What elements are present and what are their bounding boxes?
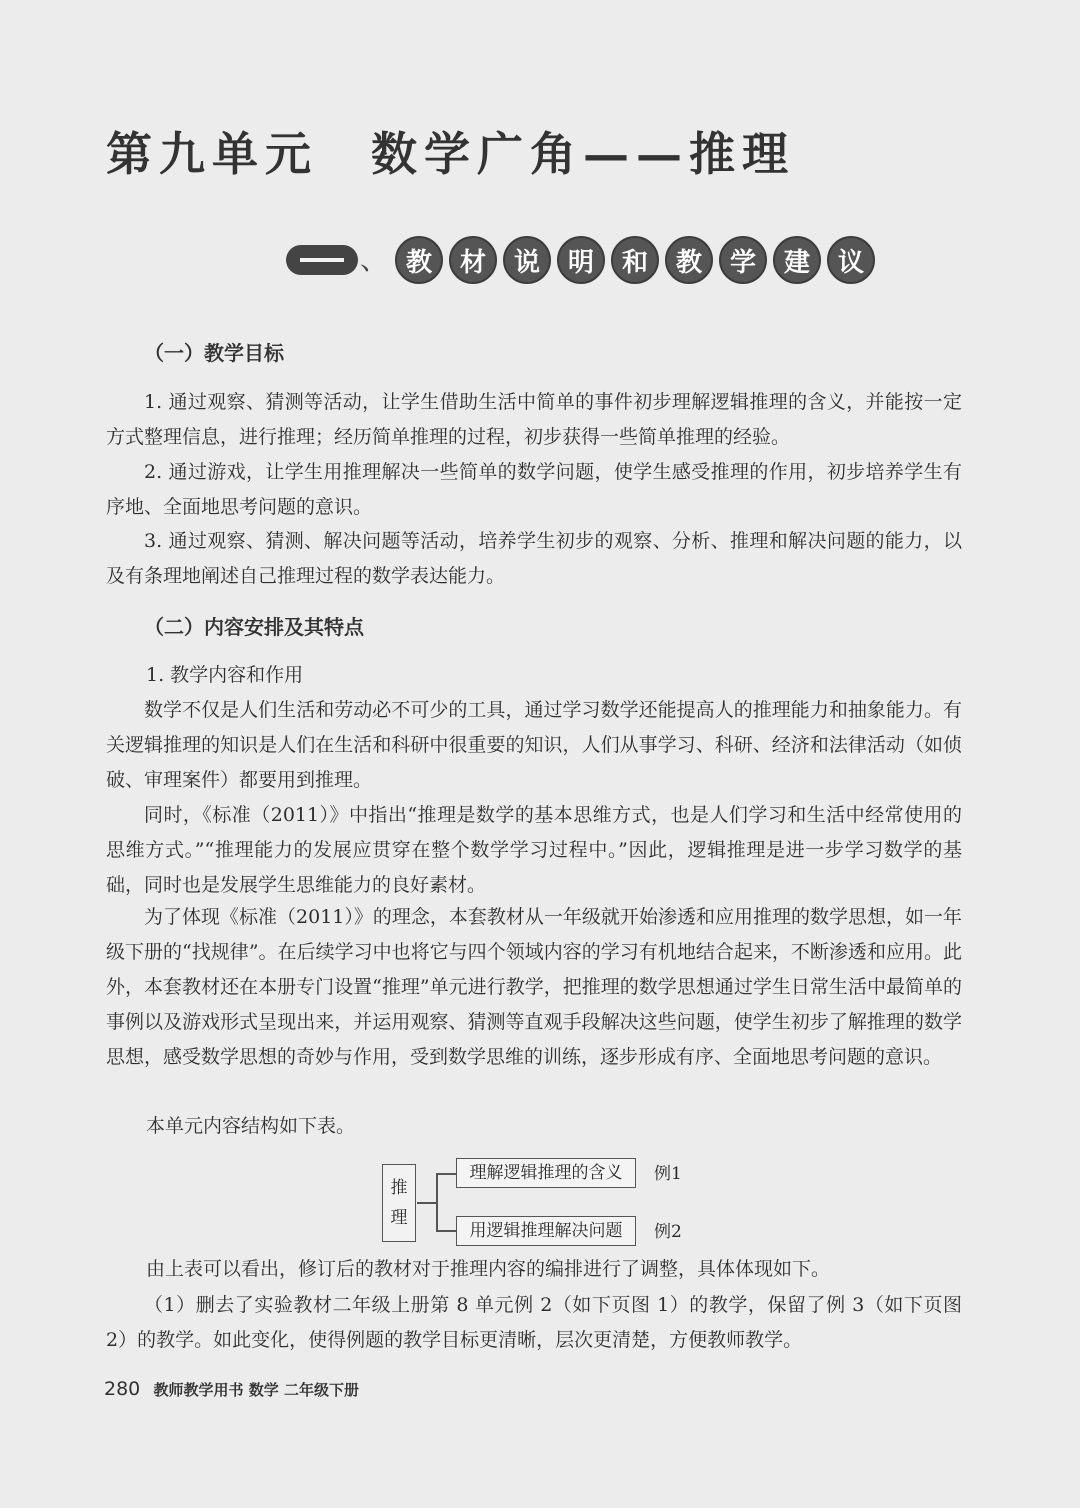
diagram-root-box xyxy=(382,1164,416,1242)
banner-char: 建 xyxy=(773,236,821,284)
paragraph-1: 数学不仅是人们生活和劳动必不可少的工具，通过学习数学还能提高人的推理能力和抽象能力。有关逻辑推理的知识是人们在生活和科研中很重要的知识，人们从事学习、科研、经济和法律活动（如侦破、审理案件）都要用到推理。 xyxy=(106,699,962,791)
chapter-title: 第九单元 数学广角——推理 xyxy=(106,127,795,181)
banner-char: 教 xyxy=(665,236,713,284)
diagram-connector xyxy=(436,1173,438,1231)
banner-char: 材 xyxy=(449,236,497,284)
banner-char: 教 xyxy=(395,236,443,284)
after-table-text: 由上表可以看出，修订后的教材对于推理内容的编排进行了调整，具体体现如下。 xyxy=(146,1258,831,1280)
sub-heading: 1. 教学内容和作用 xyxy=(146,664,304,686)
diagram-branch-box-1: 理解逻辑推理的含义 xyxy=(456,1158,636,1188)
banner-dash-shape xyxy=(286,245,358,275)
table-intro: 本单元内容结构如下表。 xyxy=(146,1115,356,1137)
goal-item-2: 2. 通过游戏，让学生用推理解决一些简单的数学问题，使学生感受推理的作用，初步培养学生有序地、全面地思考问题的意识。 xyxy=(106,461,962,518)
banner-char: 议 xyxy=(827,236,875,284)
diagram-connector xyxy=(436,1173,456,1175)
paragraph-2: 同时，《标准（2011）》中指出“推理是数学的基本思维方式，也是人们学习和生活中经常使用的思维方式。”“推理能力的发展应贯穿在整个数学学习过程中。”因此，逻辑推理是进一步学习数学的基础，同时也是发展学生思维能力的良好素材。 xyxy=(106,804,962,896)
banner-comma: 、 xyxy=(360,243,389,276)
banner-char: 明 xyxy=(557,236,605,284)
goal-item-3: 3. 通过观察、猜测、解决问题等活动，培养学生初步的观察、分析、推理和解决问题的能力，以及有条理地阐述自己推理过程的数学表达能力。 xyxy=(106,530,962,587)
diagram-connector xyxy=(436,1230,456,1232)
diagram-root-char: 理 xyxy=(390,1208,408,1228)
diagram-root-char: 推 xyxy=(390,1178,408,1198)
page-number: 280 xyxy=(104,1378,141,1400)
banner-char: 学 xyxy=(719,236,767,284)
diagram-branch-box-2: 用逻辑推理解决问题 xyxy=(456,1216,636,1246)
diagram-connector xyxy=(417,1202,437,1204)
point-1: （1）删去了实验教材二年级上册第 8 单元例 2（如下页图 1）的教学，保留了例 3（如下页图 2）的教学。如此变化，使得例题的教学目标更清晰，层次更清楚，方便教师教学。 xyxy=(106,1294,962,1351)
goal-item-1: 1. 通过观察、猜测等活动，让学生借助生活中简单的事件初步理解逻辑推理的含义，并能按一定方式整理信息，进行推理；经历简单推理的过程，初步获得一些简单推理的经验。 xyxy=(106,391,962,448)
page-footer xyxy=(104,1378,359,1400)
banner-char: 和 xyxy=(611,236,659,284)
section-heading-goals: （一）教学目标 xyxy=(144,341,284,365)
diagram-example-2: 例2 xyxy=(654,1222,682,1242)
structure-diagram xyxy=(380,1158,700,1250)
section-banner xyxy=(286,236,878,284)
diagram-example-1: 例1 xyxy=(654,1164,682,1184)
banner-char: 说 xyxy=(503,236,551,284)
book-title: 教师教学用书 数学 二年级下册 xyxy=(153,1381,359,1399)
section-heading-content: （二）内容安排及其特点 xyxy=(144,615,364,639)
paragraph-3: 为了体现《标准（2011）》的理念，本套教材从一年级就开始渗透和应用推理的数学思想，如一年级下册的“找规律”。在后续学习中也将它与四个领域内容的学习有机地结合起来，不断渗透和应用。此外，本套教材还在本册专门设置“推理”单元进行教学，把推理的数学思想通过学生日常生活中最简单的事例以及游戏形式呈现出来，并运用观察、猜测等直观手段解决这些问题，使学生初步了解推理的数学思想，感受数学思想的奇妙与作用，受到数学思维的训练，逐步形成有序、全面地思考问题的意识。 xyxy=(106,906,962,1068)
